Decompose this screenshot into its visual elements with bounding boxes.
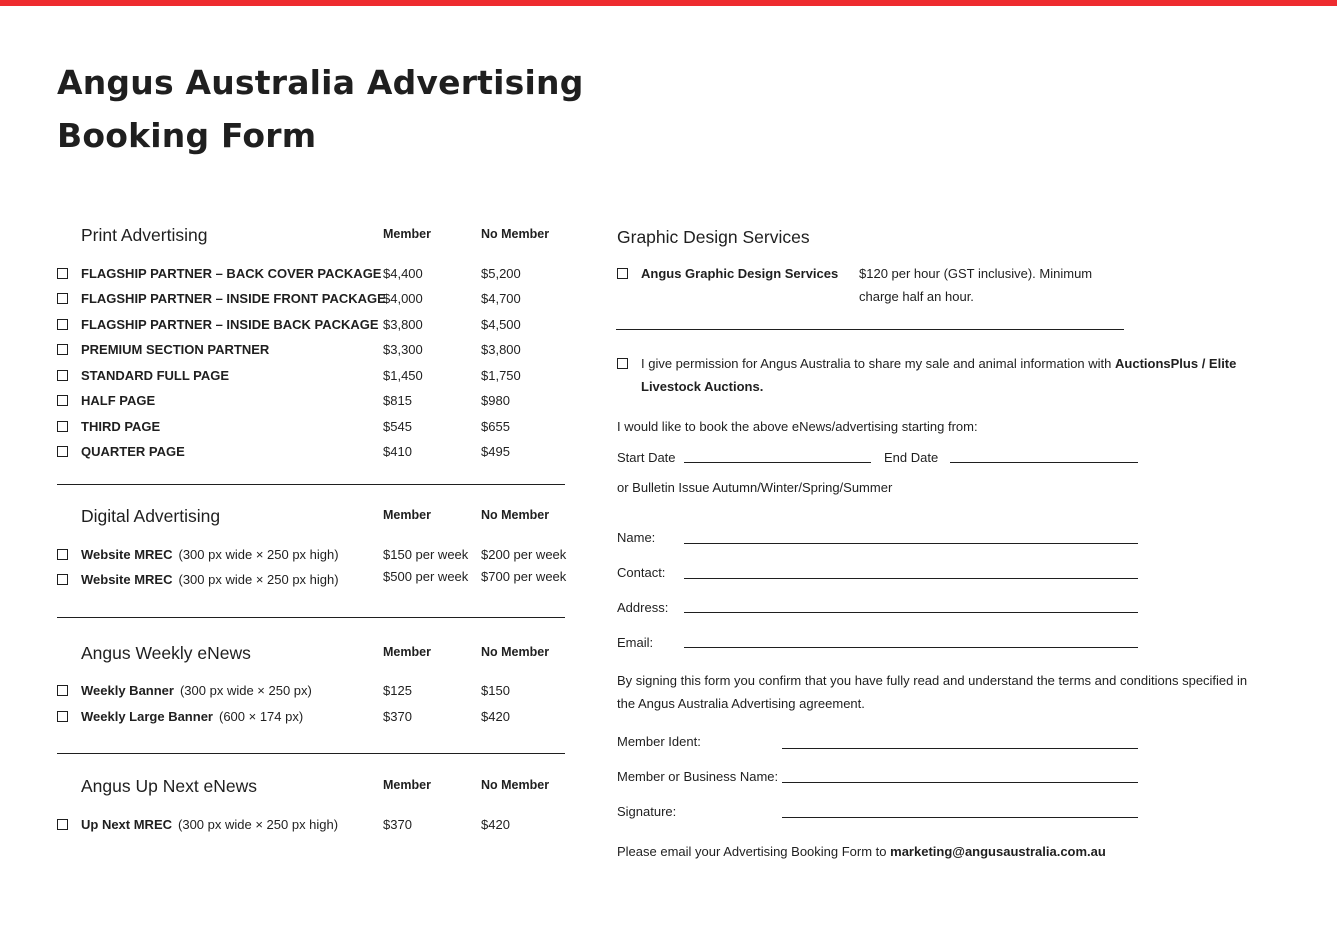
checkbox[interactable] bbox=[57, 421, 68, 432]
section-divider bbox=[57, 484, 565, 485]
member-price: $3,300 bbox=[383, 342, 423, 357]
member-price: $545 bbox=[383, 419, 412, 434]
option-row bbox=[57, 340, 565, 360]
graphic-design-checkbox[interactable] bbox=[617, 268, 628, 279]
non-member-price: $3,800 bbox=[481, 342, 521, 357]
graphic-design-rate: $120 per hour (GST inclusive). Minimum bbox=[859, 266, 1093, 281]
permission-checkbox[interactable] bbox=[617, 358, 628, 369]
title-line-1: Angus Australia Advertising bbox=[57, 63, 584, 102]
non-member-price: $700 per week bbox=[481, 569, 567, 584]
section-title: Angus Up Next eNews bbox=[81, 776, 258, 796]
weekly-enews-section bbox=[57, 642, 565, 732]
footer-instructions: Please email your Advertising Booking Form to marketing@angusaustralia.com.au bbox=[617, 844, 1106, 859]
option-row bbox=[57, 681, 565, 701]
option-label: Up Next MREC (300 px wide × 250 px high) bbox=[81, 817, 339, 832]
section-title: Digital Advertising bbox=[81, 506, 221, 526]
option-label: PREMIUM SECTION PARTNER bbox=[81, 342, 270, 357]
address-label: Address: bbox=[617, 600, 669, 615]
checkbox[interactable] bbox=[57, 293, 68, 304]
non-member-price: $655 bbox=[481, 419, 510, 434]
option-row bbox=[57, 289, 565, 309]
member-price: $4,400 bbox=[383, 266, 423, 281]
option-row bbox=[57, 366, 565, 386]
name-label: Name: bbox=[617, 530, 656, 545]
member-column-header: Member bbox=[383, 508, 431, 522]
member-price: $500 per week bbox=[383, 569, 469, 584]
section-divider bbox=[57, 617, 565, 618]
option-row bbox=[57, 707, 565, 727]
digital-advertising-section bbox=[57, 505, 565, 595]
option-label: FLAGSHIP PARTNER – INSIDE FRONT PACKAGE bbox=[81, 291, 386, 306]
section-divider bbox=[57, 753, 565, 754]
checkbox[interactable] bbox=[57, 268, 68, 279]
booking-intro: I would like to book the above eNews/advertising starting from: bbox=[617, 419, 978, 434]
print-advertising-section bbox=[57, 224, 565, 469]
option-label: QUARTER PAGE bbox=[81, 444, 185, 459]
member-price: $1,450 bbox=[383, 368, 423, 383]
member-price: $370 bbox=[383, 709, 412, 724]
permission-text: I give permission for Angus Australia to share my sale and animal information with AuctionsPlus / Elite Livestock Auctions. bbox=[641, 356, 1237, 394]
start-date-field[interactable] bbox=[684, 462, 871, 463]
contact-label: Contact: bbox=[617, 565, 666, 580]
member-column-header: Member bbox=[383, 227, 431, 241]
section-header bbox=[57, 642, 565, 666]
terms-text: By signing this form you confirm that you have fully read and understand the terms and conditions specified in the Angus Australia Advertising agreement. bbox=[617, 673, 1248, 711]
checkbox[interactable] bbox=[57, 685, 68, 696]
bulletin-issue-text: or Bulletin Issue Autumn/Winter/Spring/Summer bbox=[617, 480, 893, 495]
non-member-price: $980 bbox=[481, 393, 510, 408]
non-member-price: $150 bbox=[481, 683, 510, 698]
graphic-design-divider bbox=[616, 329, 1124, 330]
section-title: Angus Weekly eNews bbox=[81, 643, 251, 663]
checkbox[interactable] bbox=[57, 344, 68, 355]
checkbox[interactable] bbox=[57, 549, 68, 560]
name-field[interactable] bbox=[684, 543, 1138, 544]
business-name-label: Member or Business Name: bbox=[617, 769, 779, 784]
graphic-design-minimum: charge half an hour. bbox=[859, 289, 974, 304]
non-member-column-header: No Member bbox=[481, 508, 550, 522]
upnext-enews-section bbox=[57, 775, 565, 840]
non-member-price: $200 per week bbox=[481, 547, 567, 562]
option-label: FLAGSHIP PARTNER – INSIDE BACK PACKAGE bbox=[81, 317, 379, 332]
contact-field[interactable] bbox=[684, 578, 1138, 579]
contact-email-link[interactable]: marketing@angusaustralia.com.au bbox=[890, 844, 1106, 859]
checkbox[interactable] bbox=[57, 319, 68, 330]
non-member-price: $4,700 bbox=[481, 291, 521, 306]
member-ident-field[interactable] bbox=[782, 748, 1138, 749]
member-price: $410 bbox=[383, 444, 412, 459]
option-row bbox=[57, 315, 565, 335]
checkbox[interactable] bbox=[57, 395, 68, 406]
option-row bbox=[57, 815, 565, 835]
member-price: $370 bbox=[383, 817, 412, 832]
option-row bbox=[57, 417, 565, 437]
member-column-header: Member bbox=[383, 778, 431, 792]
signature-field[interactable] bbox=[782, 817, 1138, 818]
member-price: $815 bbox=[383, 393, 412, 408]
option-row bbox=[57, 442, 565, 462]
end-date-field[interactable] bbox=[950, 462, 1138, 463]
page-title bbox=[57, 56, 584, 162]
option-row bbox=[57, 570, 565, 590]
signature-label: Signature: bbox=[617, 804, 677, 819]
business-name-field[interactable] bbox=[782, 782, 1138, 783]
non-member-price: $495 bbox=[481, 444, 510, 459]
graphic-design-label: Angus Graphic Design Services bbox=[641, 266, 839, 281]
member-price: $125 bbox=[383, 683, 412, 698]
checkbox[interactable] bbox=[57, 819, 68, 830]
section-title: Print Advertising bbox=[81, 225, 208, 245]
address-field[interactable] bbox=[684, 612, 1138, 613]
option-label: THIRD PAGE bbox=[81, 419, 161, 434]
non-member-column-header: No Member bbox=[481, 778, 550, 792]
option-label: HALF PAGE bbox=[81, 393, 156, 408]
email-label: Email: bbox=[617, 635, 654, 650]
graphic-design-title: Graphic Design Services bbox=[617, 227, 810, 247]
option-label: Weekly Banner (300 px wide × 250 px) bbox=[81, 683, 312, 698]
member-price: $4,000 bbox=[383, 291, 423, 306]
option-label: Website MREC (300 px wide × 250 px high) bbox=[81, 572, 339, 587]
option-row bbox=[57, 391, 565, 411]
member-column-header: Member bbox=[383, 645, 431, 659]
non-member-price: $420 bbox=[481, 709, 510, 724]
top-accent-bar bbox=[0, 0, 1337, 6]
member-price: $150 per week bbox=[383, 547, 469, 562]
non-member-column-header: No Member bbox=[481, 227, 550, 241]
option-row bbox=[57, 545, 565, 565]
email-field[interactable] bbox=[684, 647, 1138, 648]
start-date-label: Start Date bbox=[617, 450, 676, 465]
section-header bbox=[57, 775, 565, 799]
non-member-price: $420 bbox=[481, 817, 510, 832]
non-member-column-header: No Member bbox=[481, 645, 550, 659]
option-label: STANDARD FULL PAGE bbox=[81, 368, 230, 383]
non-member-price: $1,750 bbox=[481, 368, 521, 383]
section-header bbox=[57, 224, 565, 248]
member-ident-label: Member Ident: bbox=[617, 734, 701, 749]
option-label: FLAGSHIP PARTNER – BACK COVER PACKAGE bbox=[81, 266, 382, 281]
option-label: Weekly Large Banner (600 × 174 px) bbox=[81, 709, 304, 724]
option-row bbox=[57, 264, 565, 284]
checkbox[interactable] bbox=[57, 370, 68, 381]
checkbox[interactable] bbox=[57, 446, 68, 457]
end-date-label: End Date bbox=[884, 450, 939, 465]
non-member-price: $5,200 bbox=[481, 266, 521, 281]
member-price: $3,800 bbox=[383, 317, 423, 332]
option-label: Website MREC (300 px wide × 250 px high) bbox=[81, 547, 339, 562]
non-member-price: $4,500 bbox=[481, 317, 521, 332]
section-header bbox=[57, 505, 565, 529]
checkbox[interactable] bbox=[57, 574, 68, 585]
checkbox[interactable] bbox=[57, 711, 68, 722]
title-line-2: Booking Form bbox=[57, 116, 317, 155]
